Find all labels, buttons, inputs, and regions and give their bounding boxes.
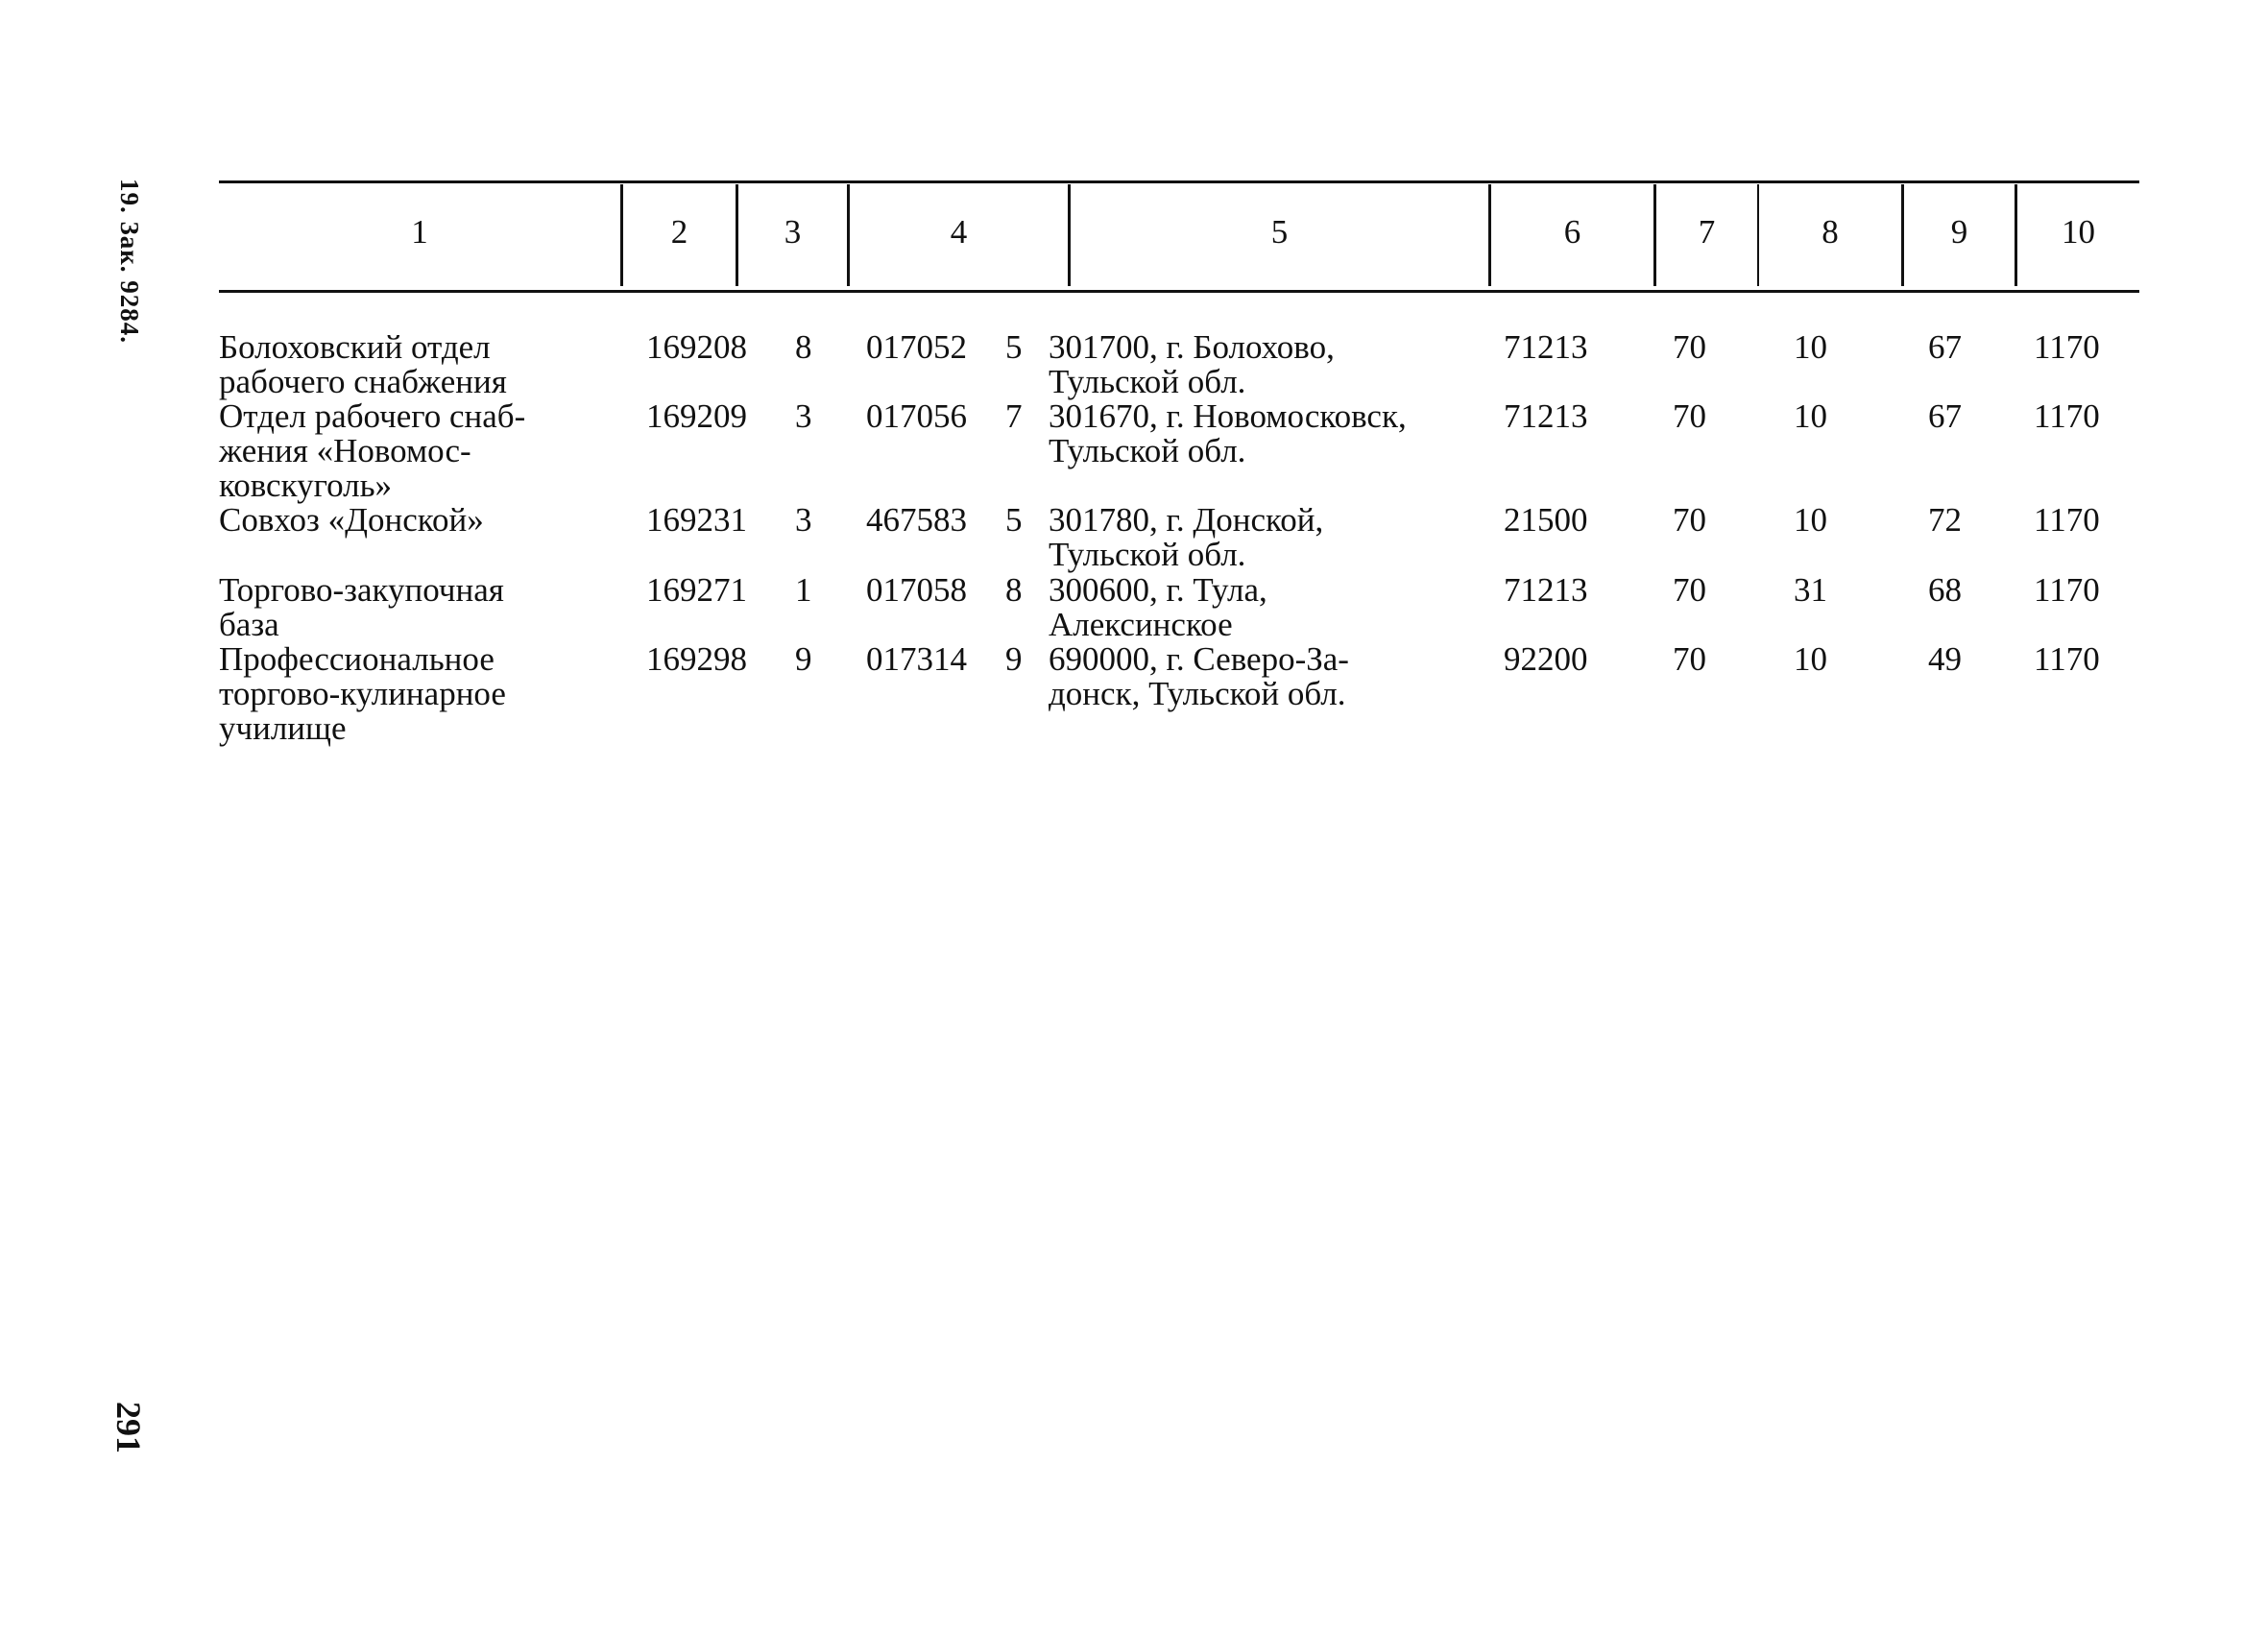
cell-col7: 70 xyxy=(1673,571,1706,609)
cell-col10: 1170 xyxy=(2034,571,2100,609)
cell-col4-check-digit: 5 xyxy=(1005,501,1023,539)
cell-col2: 169231 xyxy=(646,501,747,539)
cell-col8: 31 xyxy=(1794,571,1827,609)
organization-name-line: жения «Новомос- xyxy=(219,432,471,469)
header-cell: 9 xyxy=(1950,213,1968,251)
organization-name-line: ковскуголь» xyxy=(219,467,393,504)
cell-col7: 70 xyxy=(1673,397,1706,435)
cell-col8: 10 xyxy=(1794,640,1827,678)
organization-name-line: Отдел рабочего снаб- xyxy=(219,397,526,435)
cell-col10: 1170 xyxy=(2034,397,2100,435)
cell-col8: 10 xyxy=(1794,501,1827,539)
organization-name-line: Болоховский отдел xyxy=(219,328,491,366)
cell-col4-check-digit: 5 xyxy=(1005,328,1023,366)
cell-col6: 71213 xyxy=(1504,328,1588,366)
organization-name-line: торгово-кулинарное xyxy=(219,675,506,712)
cell-col8: 10 xyxy=(1794,397,1827,435)
header-cell: 4 xyxy=(950,213,968,251)
header-cell: 5 xyxy=(1270,213,1289,251)
cell-col3: 8 xyxy=(795,328,812,366)
cell-col3: 1 xyxy=(795,571,812,609)
cell-col8: 10 xyxy=(1794,328,1827,366)
cell-col3: 9 xyxy=(795,640,812,678)
table-header-rule xyxy=(219,290,2139,293)
address-line: 301780, г. Донской, xyxy=(1049,501,1324,539)
cell-col9: 67 xyxy=(1928,397,1962,435)
header-cell: 6 xyxy=(1563,213,1581,251)
address-line: 301670, г. Новомосковск, xyxy=(1049,397,1407,435)
cell-col7: 70 xyxy=(1673,328,1706,366)
cell-col4-check-digit: 7 xyxy=(1005,397,1023,435)
cell-col4: 017314 xyxy=(866,640,967,678)
address-line: 301700, г. Болохово, xyxy=(1049,328,1335,366)
cell-col6: 71213 xyxy=(1504,571,1588,609)
cell-col2: 169298 xyxy=(646,640,747,678)
table-top-rule xyxy=(219,180,2139,183)
cell-col3: 3 xyxy=(795,397,812,435)
cell-col2: 169208 xyxy=(646,328,747,366)
margin-order-note: 19. Зак. 9284. xyxy=(115,179,144,345)
cell-col4-check-digit: 8 xyxy=(1005,571,1023,609)
cell-col9: 49 xyxy=(1928,640,1962,678)
header-cell: 7 xyxy=(1698,213,1716,251)
cell-col9: 67 xyxy=(1928,328,1962,366)
cell-col2: 169209 xyxy=(646,397,747,435)
address-line: Тульской обл. xyxy=(1049,363,1246,400)
cell-col4: 017052 xyxy=(866,328,967,366)
cell-col6: 71213 xyxy=(1504,397,1588,435)
header-cell: 10 xyxy=(2062,213,2095,251)
cell-col10: 1170 xyxy=(2034,328,2100,366)
organization-name-line: Торгово-закупочная xyxy=(219,571,504,609)
cell-col4: 017056 xyxy=(866,397,967,435)
cell-col6: 21500 xyxy=(1504,501,1588,539)
header-cell: 8 xyxy=(1822,213,1839,251)
cell-col9: 72 xyxy=(1928,501,1962,539)
cell-col10: 1170 xyxy=(2034,640,2100,678)
cell-col7: 70 xyxy=(1673,640,1706,678)
cell-col4-check-digit: 9 xyxy=(1005,640,1023,678)
organization-name-line: училище xyxy=(219,709,347,747)
organization-name-line: база xyxy=(219,606,279,643)
address-line: Тульской обл. xyxy=(1049,432,1246,469)
address-line: 300600, г. Тула, xyxy=(1049,571,1267,609)
cell-col3: 3 xyxy=(795,501,812,539)
address-line: Тульской обл. xyxy=(1049,536,1246,573)
cell-col2: 169271 xyxy=(646,571,747,609)
cell-col10: 1170 xyxy=(2034,501,2100,539)
organization-name-line: рабочего снабжения xyxy=(219,363,507,400)
cell-col9: 68 xyxy=(1928,571,1962,609)
address-line: донск, Тульской обл. xyxy=(1049,675,1346,712)
header-cell: 3 xyxy=(784,213,802,251)
page-number: 291 xyxy=(109,1402,148,1453)
cell-col4: 467583 xyxy=(866,501,967,539)
organization-name-line: Профессиональное xyxy=(219,640,495,678)
header-cell: 2 xyxy=(670,213,688,251)
cell-col7: 70 xyxy=(1673,501,1706,539)
header-cell: 1 xyxy=(411,213,428,251)
cell-col6: 92200 xyxy=(1504,640,1588,678)
organization-name-line: Совхоз «Донской» xyxy=(219,501,484,539)
address-line: Алексинское xyxy=(1049,606,1233,643)
address-line: 690000, г. Северо-За- xyxy=(1049,640,1349,678)
cell-col4: 017058 xyxy=(866,571,967,609)
